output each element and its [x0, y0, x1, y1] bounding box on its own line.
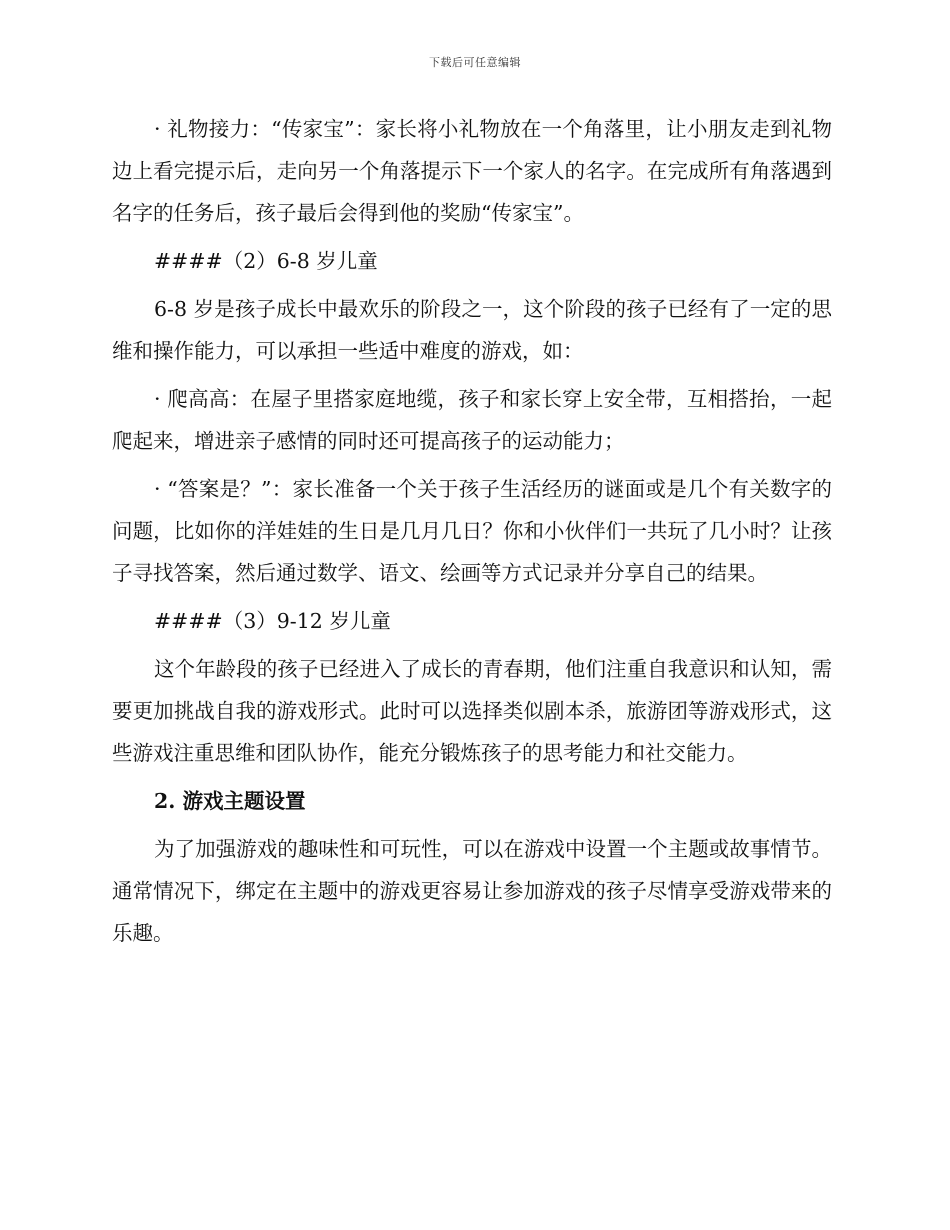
document-body: [112, 108, 832, 960]
paragraph-game-theme: 为了加强游戏的趣味性和可玩性，可以在游戏中设置一个主题或故事情节。通常情况下，绑定在主题中的游戏更容易让参加游戏的孩子尽情享受游戏带来的乐趣。: [112, 837, 832, 945]
paragraph-climbing-game: · 爬高高：在屋子里搭家庭地缆，孩子和家长穿上安全带，互相搭抬，一起爬起来，增进亲子感情的同时还可提高孩子的运动能力；: [112, 387, 832, 453]
page-header: 下载后可任意编辑: [429, 56, 521, 69]
heading-game-theme: 2. 游戏主题设置: [154, 789, 306, 813]
heading-age-6-8: ####（2）6-8 岁儿童: [154, 249, 378, 273]
paragraph-age-6-8-intro: 6-8 岁是孩子成长中最欢乐的阶段之一，这个阶段的孩子已经有了一定的思维和操作能力，可以承担一些适中难度的游戏，如：: [112, 297, 832, 363]
paragraph-age-9-12-intro: 这个年龄段的孩子已经进入了成长的青春期，他们注重自我意识和认知，需要更加挑战自我的游戏形式。此时可以选择类似剧本杀，旅游团等游戏形式，这些游戏注重思维和团队协作，能充分锻炼孩子的思考能力和社交能力。: [112, 657, 832, 765]
paragraph-gift-relay: · 礼物接力：“传家宝”：家长将小礼物放在一个角落里，让小朋友走到礼物边上看完提示后，走向另一个角落提示下一个家人的名字。在完成所有角落遇到名字的任务后，孩子最后会得到他的奖励“传家宝”。: [112, 117, 832, 225]
heading-age-9-12: ####（3）9-12 岁儿童: [154, 609, 391, 633]
paragraph-answer-game: · “答案是？”：家长准备一个关于孩子生活经历的谜面或是几个有关数字的问题，比如你的洋娃娃的生日是几月几日？你和小伙伴们一共玩了几小时？让孩子寻找答案，然后通过数学、语文、绘画等方式记录并分享自己的结果。: [112, 477, 832, 585]
